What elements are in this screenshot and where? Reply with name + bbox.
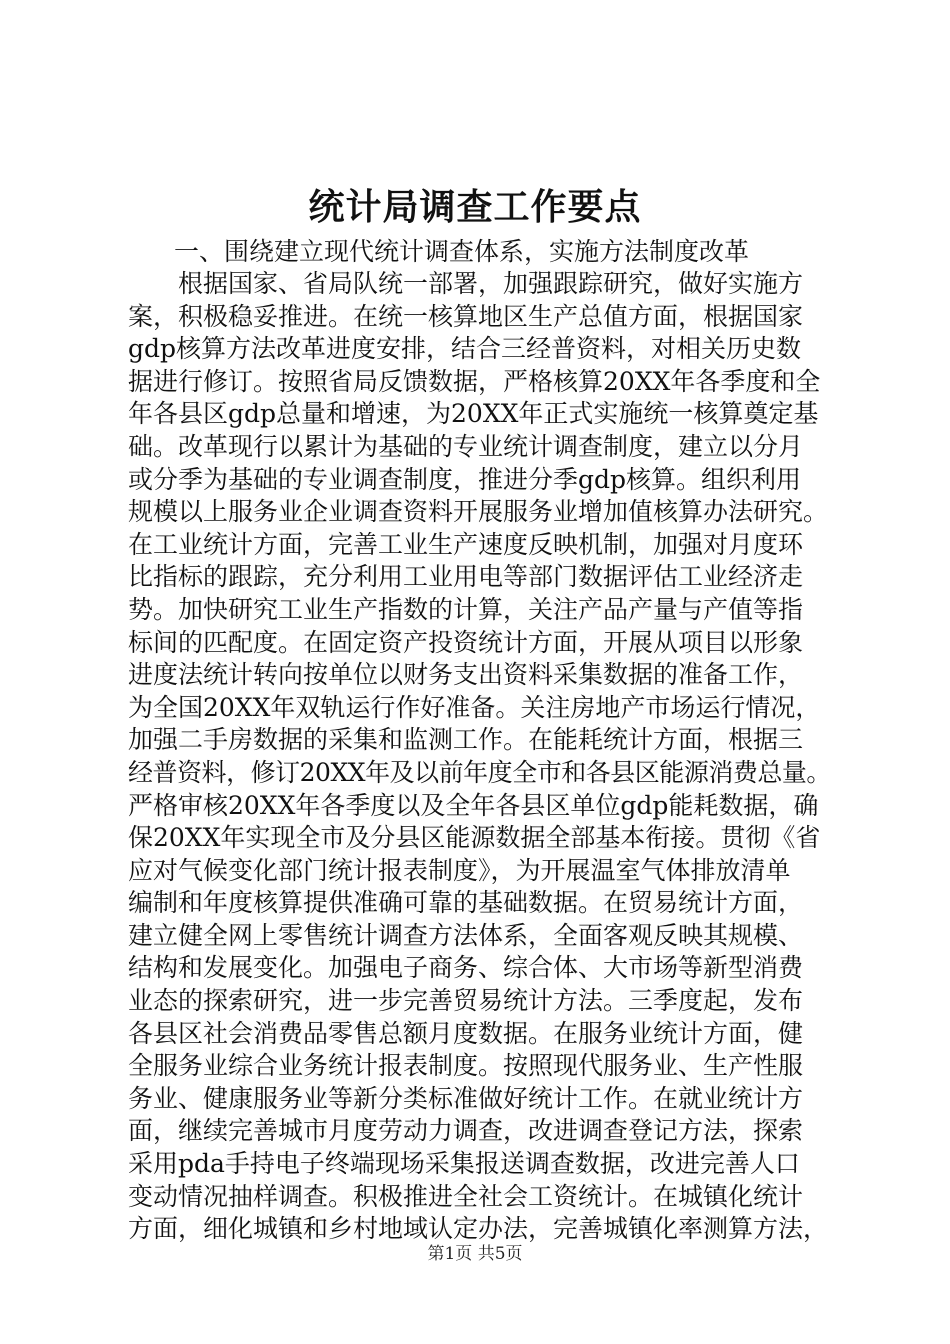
- body-line: 规模以上服务业企业调查资料开展服务业增加值核算办法研究。: [128, 497, 829, 527]
- body-line: 年各县区gdp总量和增速，为20XX年正式实施统一核算奠定基: [128, 399, 819, 429]
- body-line: 根据国家、省局队统一部署，加强跟踪研究，做好实施方: [128, 269, 804, 298]
- body-line: 建立健全网上零售统计调查方法体系，全面客观反映其规模、: [128, 920, 804, 950]
- body-line: 严格审核20XX年各季度以及全年各县区单位gdp能耗数据，确: [128, 790, 819, 820]
- body-line: 结构和发展变化。加强电子商务、综合体、大市场等新型消费: [128, 953, 804, 983]
- body-line: 础。改革现行以累计为基础的专业统计调查制度，建立以分月: [128, 431, 804, 461]
- body-line: 变动情况抽样调查。积极推进全社会工资统计。在城镇化统计: [128, 1181, 804, 1211]
- body-line: 加强二手房数据的采集和监测工作。在能耗统计方面，根据三: [128, 725, 804, 755]
- body-line: 标间的匹配度。在固定资产投资统计方面，开展从项目以形象: [128, 627, 804, 657]
- body-line: 编制和年度核算提供准确可靠的基础数据。在贸易统计方面，: [128, 888, 804, 918]
- body-line: 业态的探索研究，进一步完善贸易统计方法。三季度起，发布: [128, 986, 804, 1016]
- body-line: 保20XX年实现全市及分县区能源数据全部基本衔接。贯彻《省: [128, 823, 821, 853]
- body-line: gdp核算方法改革进度安排，结合三经普资料，对相关历史数: [128, 334, 802, 364]
- section-heading: 一、围绕建立现代统计调查体系，实施方法制度改革: [174, 237, 750, 266]
- body-line: 或分季为基础的专业调查制度，推进分季gdp核算。组织利用: [128, 464, 802, 494]
- body-line: 各县区社会消费品零售总额月度数据。在服务业统计方面，健: [128, 1018, 804, 1048]
- body-line: 案，积极稳妥推进。在统一核算地区生产总值方面，根据国家: [128, 301, 804, 331]
- document-title: 统计局调查工作要点: [308, 187, 642, 228]
- body-line: 采用pda手持电子终端现场采集报送调查数据，改进完善人口: [128, 1149, 800, 1179]
- body-paragraph: [128, 268, 831, 1246]
- body-line: 进度法统计转向按单位以财务支出资料采集数据的准备工作，: [128, 660, 804, 690]
- body-line: 务业、健康服务业等新分类标准做好统计工作。在就业统计方: [128, 1083, 804, 1113]
- body-line: 在工业统计方面，完善工业生产速度反映机制，加强对月度环: [128, 529, 804, 559]
- page-footer: 第1页 共5页: [427, 1244, 523, 1264]
- body-line: 经普资料，修订20XX年及以前年度全市和各县区能源消费总量。: [128, 757, 831, 787]
- body-line: 应对气候变化部门统计报表制度》，为开展温室气体排放清单: [128, 855, 791, 885]
- body-line: 为全国20XX年双轨运行作好准备。关注房地产市场运行情况，: [128, 692, 821, 722]
- body-line: 全服务业综合业务统计报表制度。按照现代服务业、生产性服: [128, 1051, 804, 1081]
- body-line: 面，继续完善城市月度劳动力调查，改进调查登记方法，探索: [128, 1116, 804, 1146]
- body-line: 比指标的跟踪，充分利用工业用电等部门数据评估工业经济走: [128, 562, 804, 592]
- body-line: 据进行修订。按照省局反馈数据，严格核算20XX年各季度和全: [128, 366, 821, 396]
- body-line: 势。加快研究工业生产指数的计算，关注产品产量与产值等指: [128, 594, 804, 624]
- body-line: 方面，细化城镇和乡村地域认定办法，完善城镇化率测算方法，: [128, 1214, 829, 1244]
